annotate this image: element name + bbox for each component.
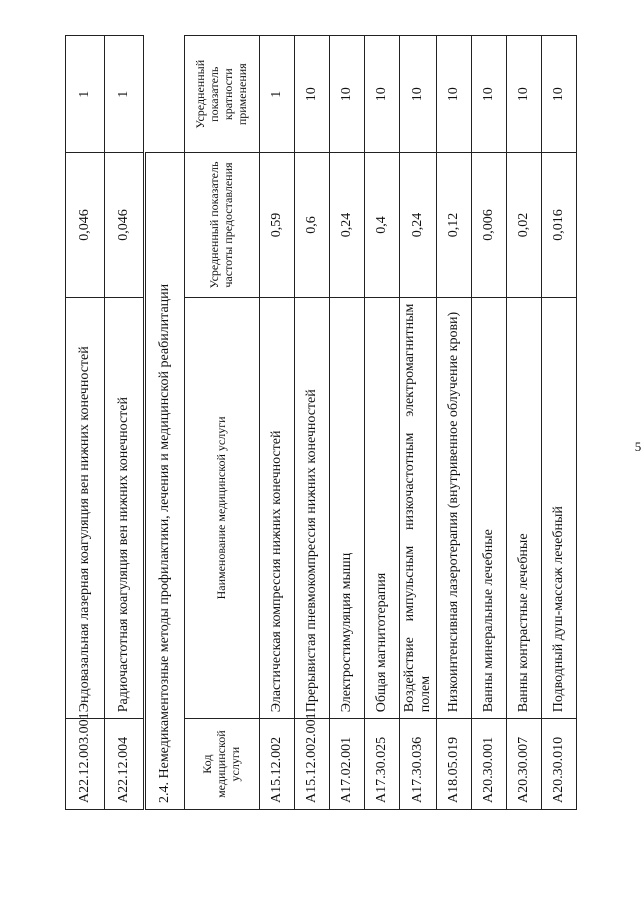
header-frequency: Усредненный показатель частоты предоставления <box>185 153 260 297</box>
section-title: 2.4. Немедикаментозные методы профилактики, лечения и медицинской реабилитации <box>146 153 185 810</box>
service-name: Подводный душ-массаж лечебный <box>542 297 577 719</box>
multiplicity-value: 10 <box>542 36 577 153</box>
table-row <box>400 36 437 810</box>
service-code: A15.12.002.001 <box>295 719 330 810</box>
table-header-row <box>185 36 260 810</box>
service-code: A20.30.007 <box>507 719 542 810</box>
table-row <box>365 36 400 810</box>
table-row <box>295 36 330 810</box>
frequency-value: 0,59 <box>260 153 295 297</box>
header-multiplicity: Усредненный показатель кратности применения <box>185 36 260 153</box>
header-name: Наименование медицинской услуги <box>185 297 260 719</box>
top-services-table <box>65 35 144 810</box>
service-name: Прерывистая пневмокомпрессия нижних конечностей <box>295 297 330 719</box>
service-code: A22.12.004 <box>105 719 144 810</box>
frequency-value: 0,02 <box>507 153 542 297</box>
table-row <box>507 36 542 810</box>
table-row <box>330 36 365 810</box>
table-row <box>105 36 144 810</box>
service-name: Эндовазальная лазерная коагуляция вен нижних конечностей <box>66 297 105 719</box>
frequency-value: 0,6 <box>295 153 330 297</box>
frequency-value: 0,24 <box>400 153 437 297</box>
frequency-value: 0,12 <box>437 153 472 297</box>
service-name: Электростимуляция мышц <box>330 297 365 719</box>
service-name: Радиочастотная коагуляция вен нижних конечностей <box>105 297 144 719</box>
section-title-row <box>146 36 185 810</box>
service-name: Ванны контрастные лечебные <box>507 297 542 719</box>
table-row <box>542 36 577 810</box>
multiplicity-value: 10 <box>295 36 330 153</box>
service-code: A22.12.003.001 <box>66 719 105 810</box>
multiplicity-value: 10 <box>400 36 437 153</box>
frequency-value: 0,4 <box>365 153 400 297</box>
table-row <box>66 36 105 810</box>
frequency-value: 0,006 <box>472 153 507 297</box>
multiplicity-value: 10 <box>437 36 472 153</box>
service-name: Низкоинтенсивная лазеротерапия (внутривенное облучение крови) <box>437 297 472 719</box>
blank-cell <box>146 36 185 153</box>
multiplicity-value: 1 <box>260 36 295 153</box>
table-row <box>472 36 507 810</box>
page-number: 5 <box>634 438 641 454</box>
service-code: A20.30.010 <box>542 719 577 810</box>
table-row <box>260 36 295 810</box>
service-code: A17.30.025 <box>365 719 400 810</box>
table-row <box>437 36 472 810</box>
frequency-value: 0,046 <box>105 153 144 297</box>
service-code: A17.02.001 <box>330 719 365 810</box>
multiplicity-value: 1 <box>66 36 105 153</box>
service-name: Общая магнитотерапия <box>365 297 400 719</box>
service-code: A17.30.036 <box>400 719 437 810</box>
nonmedication-methods-table <box>145 35 577 810</box>
header-code: Код медицинской услуги <box>185 719 260 810</box>
service-code: A15.12.002 <box>260 719 295 810</box>
multiplicity-value: 1 <box>105 36 144 153</box>
frequency-value: 0,046 <box>66 153 105 297</box>
frequency-value: 0,016 <box>542 153 577 297</box>
multiplicity-value: 10 <box>472 36 507 153</box>
multiplicity-value: 10 <box>507 36 542 153</box>
service-code: A18.05.019 <box>437 719 472 810</box>
service-code: A20.30.001 <box>472 719 507 810</box>
service-name: Воздействие импульсным низкочастотным электромагнитным полем <box>400 297 437 719</box>
frequency-value: 0,24 <box>330 153 365 297</box>
service-name: Ванны минеральные лечебные <box>472 297 507 719</box>
service-name: Эластическая компрессия нижних конечностей <box>260 297 295 719</box>
multiplicity-value: 10 <box>330 36 365 153</box>
multiplicity-value: 10 <box>365 36 400 153</box>
